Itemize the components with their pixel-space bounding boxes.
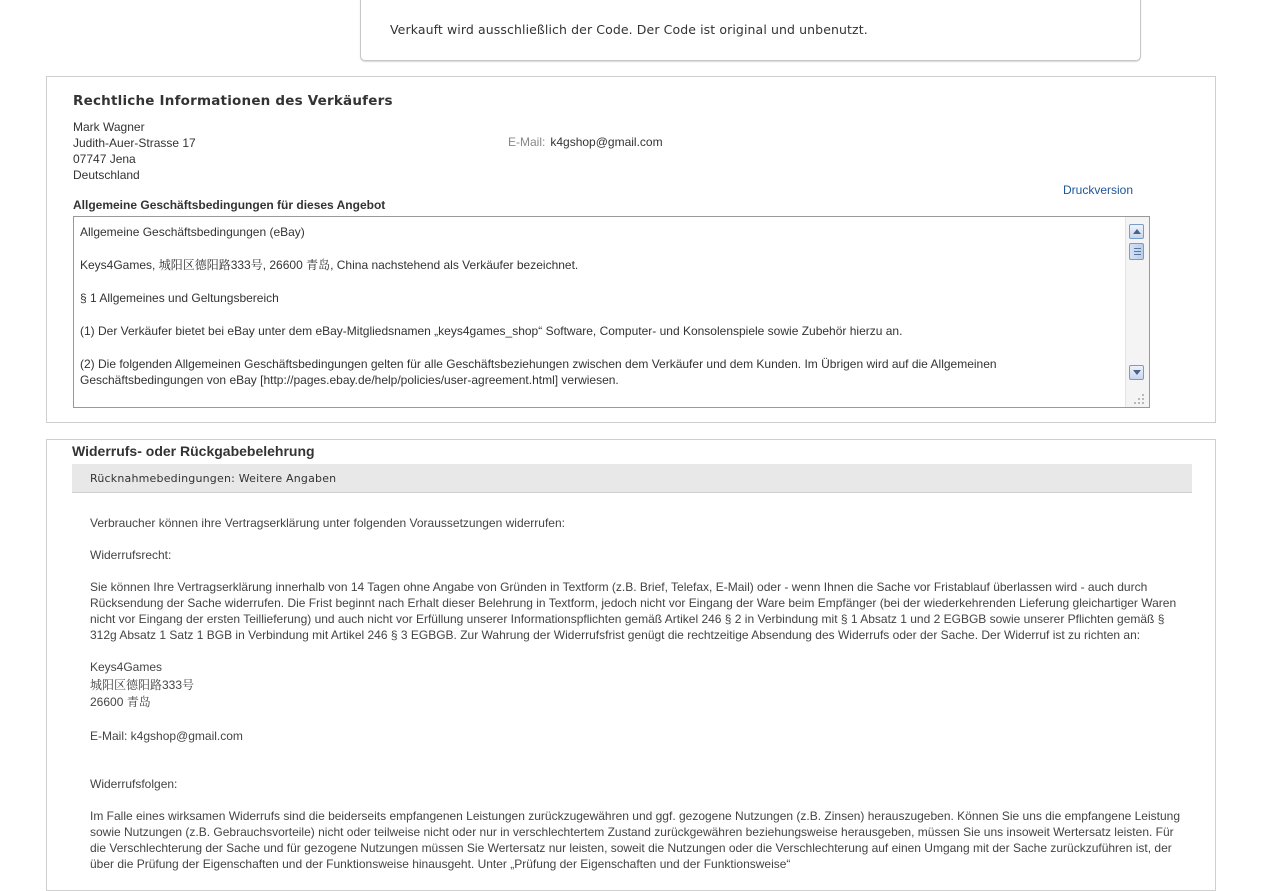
seller-address — [73, 119, 196, 183]
seller-city: 07747 Jena — [73, 152, 136, 166]
returns-bar-label: Rücknahmebedingungen: Weitere Angaben — [90, 472, 337, 485]
grip-icon — [1134, 251, 1141, 252]
scrollbar-thumb[interactable] — [1129, 243, 1144, 260]
chevron-down-icon — [1133, 370, 1141, 375]
seller-street: Judith-Auer-Strasse 17 — [73, 136, 196, 150]
terms-textarea[interactable] — [73, 216, 1150, 408]
terms-paragraph: Allgemeine Geschäftsbedingungen (eBay) — [80, 225, 305, 239]
item-description-text: Verkauft wird ausschließlich der Code. Der Code ist original und unbenutzt. — [390, 22, 868, 37]
item-description-box — [360, 0, 1141, 61]
seller-email-label: E-Mail: — [508, 135, 546, 149]
terms-paragraph: Keys4Games, 城阳区德阳路333号, 26600 青岛, China nachstehend als Verkäufer bezeichnet. — [80, 258, 579, 272]
resize-handle-icon[interactable] — [1134, 392, 1146, 404]
print-version-link[interactable]: Druckversion — [1063, 183, 1134, 197]
grip-icon — [1134, 254, 1141, 255]
seller-name: Mark Wagner — [73, 120, 145, 134]
returns-intro: Verbraucher können ihre Vertragserklärung unter folgenden Voraussetzungen widerrufen: — [90, 516, 565, 530]
returns-company: Keys4Games — [90, 660, 163, 674]
returns-street: 城阳区德阳路333号 — [90, 677, 195, 692]
scroll-down-button[interactable] — [1129, 365, 1144, 380]
terms-title: Allgemeine Geschäftsbedingungen für dieses Angebot — [73, 198, 386, 212]
returns-title: Widerrufs- oder Rückgabebelehrung — [72, 443, 315, 459]
grip-icon — [1134, 248, 1141, 249]
terms-paragraph: § 1 Allgemeines und Geltungsbereich — [80, 291, 279, 305]
seller-email-row — [508, 135, 663, 149]
returns-address — [90, 659, 1185, 712]
withdrawal-consequences-text: Im Falle eines wirksamen Widerrufs sind die beiderseits empfangenen Leistungen zurückzugewähren und ggf. gezogene Nutzungen (z.B. Zinsen) herauszugeben. Können Sie uns die empfangene Leistung sowie Nutzungen (z.B. Gebrauchsvorteile) nicht oder teilweise nicht oder nur in verschlechtertem Zustand zurückgewähren beziehungsweise herausgeben, müssen Sie uns insoweit Wertersatz leisten. Für die Verschlechterung der Sache und für gezogene Nutzungen müssen Sie Wertersatz nur leisten, soweit die Nutzungen oder die Verschlechterung auf einen Umgang mit der Sache zurückzuführen ist, der über die Prüfung der Eigenschaften und der Funktionsweise hinausgeht. Unter „Prüfung der Eigenschaften und der Funktionsweise“ — [90, 808, 1181, 871]
scroll-up-button[interactable] — [1129, 224, 1144, 239]
terms-text — [80, 224, 1120, 405]
withdrawal-right-heading: Widerrufsrecht: — [90, 548, 172, 562]
chevron-up-icon — [1133, 229, 1141, 234]
seller-email-value: k4gshop@gmail.com — [550, 135, 663, 149]
seller-legal-title: Rechtliche Informationen des Verkäufers — [73, 93, 393, 109]
seller-legal-panel — [46, 76, 1216, 423]
returns-header-bar — [72, 464, 1192, 493]
terms-paragraph: (1) Der Verkäufer bietet bei eBay unter dem eBay-Mitgliedsnamen „keys4games_shop“ Software, Computer- und Konsolenspiele sowie Zubehör hierzu an. — [80, 324, 903, 338]
terms-scrollbar[interactable] — [1125, 217, 1149, 407]
returns-email: E-Mail: k4gshop@gmail.com — [90, 728, 243, 743]
withdrawal-consequences-heading: Widerrufsfolgen: — [90, 776, 178, 791]
withdrawal-right-text: Sie können Ihre Vertragserklärung innerhalb von 14 Tagen ohne Angabe von Gründen in Textform (z.B. Brief, Telefax, E-Mail) oder - wenn Ihnen die Sache vor Fristablauf überlassen wird - auch durch Rücksendung der Sache widerrufen. Die Frist beginnt nach Erhalt dieser Belehrung in Textform, jedoch nicht vor Eingang der Ware beim Empfänger (bei der wiederkehrenden Lieferung gleichartiger Waren nicht vor Eingang der ersten Teillieferung) und auch nicht vor Erfüllung unserer Informationspflichten gemäß Artikel 246 § 2 in Verbindung mit § 1 Absatz 1 und 2 EGBGB sowie unserer Pflichten gemäß § 312g Absatz 1 Satz 1 BGB in Verbindung mit Artikel 246 § 3 EGBGB. Zur Wahrung der Widerrufsfrist genügt die rechtzeitige Absendung des Widerrufs oder der Sache. Der Widerruf ist zu richten an: — [90, 580, 1177, 642]
terms-paragraph: (2) Die folgenden Allgemeinen Geschäftsbedingungen gelten für alle Geschäftsbeziehungen zwischen dem Verkäufer und dem Kunden. Im Übrigen wird auf die Allgemeinen Geschäftsbedingungen von eBay [http://pages.ebay.de/help/policies/user-agreement.html] verwiesen. — [80, 357, 997, 387]
returns-panel — [46, 439, 1216, 891]
seller-country: Deutschland — [73, 168, 140, 182]
returns-city: 26600 青岛 — [90, 695, 151, 709]
returns-text — [90, 515, 1185, 888]
